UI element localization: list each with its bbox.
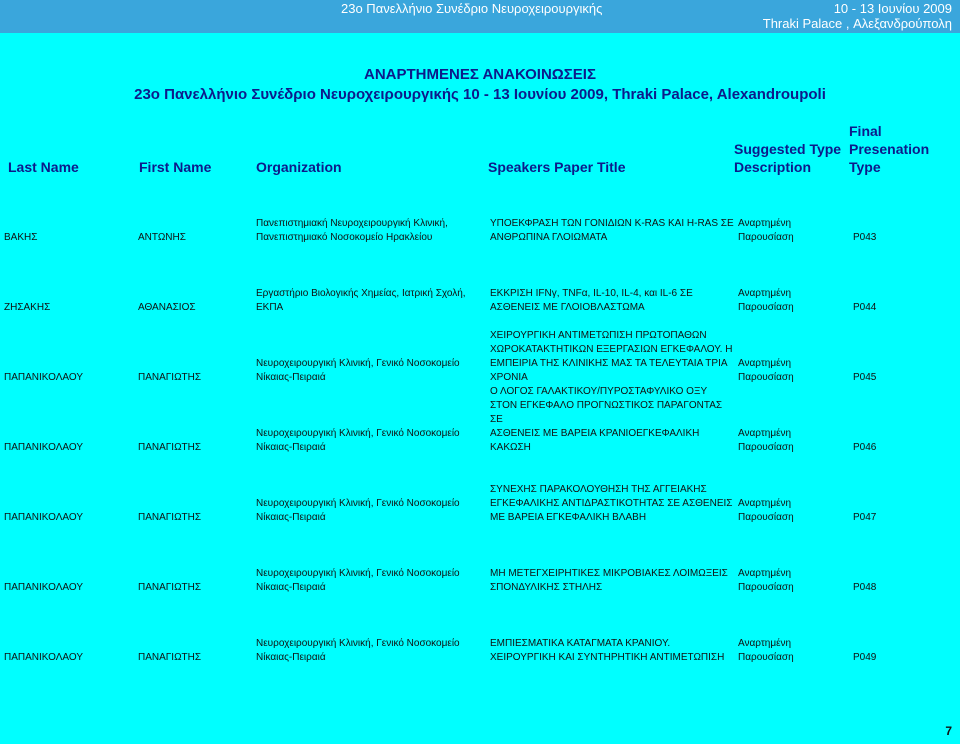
presentation-type-cell [738, 595, 853, 665]
column-header-paper-title: Speakers Paper Title [488, 159, 626, 175]
paper-title-cell-line: ΧΕΙΡΟΥΡΓΙΚΗ ΑΝΤΙΜΕΤΩΠΙΣΗ ΠΡΩΤΟΠΑΘΩΝ [490, 330, 707, 341]
first-name-cell: ΠΑΝΑΓΙΩΤΗΣ [138, 582, 202, 593]
organization-cell [256, 455, 490, 525]
document-subtitle: 23ο Πανελλήνιο Συνέδριο Νευροχειρουργικής 10 - 13 Ιουνίου 2009, Thraki Palace, Alexandroupoli [134, 86, 826, 103]
organization-cell-line: Νευροχειρουργική Κλινική, Γενικό Νοσοκομείο [256, 638, 460, 649]
organization-cell [256, 189, 490, 245]
paper-title-cell-line: ΥΠΟΕΚΦΡΑΣΗ ΤΩΝ ΓΟΝΙΔΙΩΝ K-RAS KAI H-RAS ΣΕ [490, 218, 734, 229]
presentation-type-cell [738, 245, 853, 315]
first-name-cell: ΠΑΝΑΓΙΩΤΗΣ [138, 372, 202, 383]
presentation-type-cell-line: Αναρτημένη [738, 358, 792, 369]
organization-cell-line: Νίκαιας-Πειραιά [256, 372, 326, 383]
presentation-type-cell-line: Αναρτημένη [738, 568, 792, 579]
organization-cell [256, 595, 490, 665]
conference-name: 23ο Πανελλήνιο Συνέδριο Νευροχειρουργικής [341, 1, 603, 16]
paper-title-cell-line: ΧΕΙΡΟΥΡΓΙΚΗ ΚΑΙ ΣΥΝΤΗΡΗΤΙΚΗ ΑΝΤΙΜΕΤΩΠΙΣΗ [490, 652, 725, 663]
organization-cell-line: Νευροχειρουργική Κλινική, Γενικό Νοσοκομείο [256, 358, 460, 369]
paper-title-cell-line: ΣΠΟΝΔΥΛΙΚΗΣ ΣΤΗΛΗΣ [490, 582, 603, 593]
presentation-type-cell-line: Παρουσίαση [738, 232, 794, 243]
paper-title-cell-line: ΜΕ ΒΑΡΕΙΑ ΕΓΚΕΦΑΛΙΚΗ ΒΛΑΒΗ [490, 512, 647, 523]
presentation-type-cell [738, 189, 853, 245]
table-row [4, 455, 957, 525]
paper-title-cell-line: ΑΣΘΕΝΕΙΣ ΜΕ ΒΑΡΕΙΑ ΚΡΑΝΙΟΕΓΚΕΦΑΛΙΚΗ [490, 428, 700, 439]
paper-title-cell-line: ΕΜΠΙΕΣΜΑΤΙΚΑ ΚΑΤΑΓΜΑΤΑ ΚΡΑΝΙΟΥ. [490, 638, 671, 649]
organization-cell-line: Πανεπιστημιακό Νοσοκομείο Ηρακλείου [256, 232, 433, 243]
presentation-type-cell-line: Παρουσίαση [738, 372, 794, 383]
conference-dates: 10 - 13 Ιουνίου 2009 [833, 1, 952, 16]
last-name-cell: ΠΑΠΑΝΙΚΟΛΑΟΥ [4, 512, 84, 523]
presentation-type-cell-line: Παρουσίαση [738, 512, 794, 523]
table-row [4, 525, 957, 595]
organization-cell-line: Νίκαιας-Πειραιά [256, 582, 326, 593]
paper-title-cell-line: ΑΝΘΡΩΠΙΝΑ ΓΛΟΙΩΜΑΤΑ [490, 232, 608, 243]
paper-title-cell-line: ΚΑΚΩΣΗ [490, 442, 531, 453]
organization-cell-line: Νίκαιας-Πειραιά [256, 442, 326, 453]
poster-code-cell: P043 [853, 232, 877, 243]
last-name-cell: ΖΗΣΑΚΗΣ [4, 302, 51, 313]
paper-title-cell-line: ΣΥΝΕΧΗΣ ΠΑΡΑΚΟΛΟΥΘΗΣΗ ΤΗΣ ΑΓΓΕΙΑΚΗΣ [490, 484, 707, 495]
poster-code-cell: P049 [853, 652, 877, 663]
presentation-type-cell [738, 525, 853, 595]
organization-cell [256, 525, 490, 595]
organization-cell-line: Νευροχειρουργική Κλινική, Γενικό Νοσοκομείο [256, 568, 460, 579]
first-name-cell: ΠΑΝΑΓΙΩΤΗΣ [138, 512, 202, 523]
last-name-cell: ΠΑΠΑΝΙΚΟΛΑΟΥ [4, 372, 84, 383]
table-row [4, 595, 957, 665]
paper-title-cell [490, 525, 738, 595]
organization-cell-line: Νευροχειρουργική Κλινική, Γενικό Νοσοκομείο [256, 498, 460, 509]
presentation-type-cell-line: Αναρτημένη [738, 498, 792, 509]
poster-code-cell: P044 [853, 302, 877, 313]
column-header-organization: Organization [256, 159, 342, 175]
presentation-type-cell-line: Αναρτημένη [738, 428, 792, 439]
presentation-type-cell-line: Αναρτημένη [738, 638, 792, 649]
organization-cell [256, 315, 490, 385]
first-name-cell: ΠΑΝΑΓΙΩΤΗΣ [138, 442, 202, 453]
presentation-type-cell [738, 385, 853, 455]
column-header-last-name: Last Name [8, 159, 79, 175]
paper-title-cell-line: ΣΤΟΝ ΕΓΚΕΦΑΛΟ ΠΡΟΓΝΩΣΤΙΚΟΣ ΠΑΡΑΓΟΝΤΑΣ ΣΕ [490, 400, 723, 425]
last-name-cell: ΠΑΠΑΝΙΚΟΛΑΟΥ [4, 582, 84, 593]
paper-title-cell-line: ΑΣΘΕΝΕΙΣ ΜΕ ΓΛΟΙΟΒΛΑΣΤΩΜΑ [490, 302, 645, 313]
last-name-cell: ΒΑΚΗΣ [4, 232, 38, 243]
poster-code-cell: P045 [853, 372, 877, 383]
organization-cell-line: Εργαστήριο Βιολογικής Χημείας, Ιατρική Σχολή, [256, 288, 466, 299]
first-name-cell: ΠΑΝΑΓΙΩΤΗΣ [138, 652, 202, 663]
organization-cell-line: ΕΚΠΑ [256, 302, 284, 313]
presentation-type-cell-line: Παρουσίαση [738, 302, 794, 313]
top-header-bar [0, 0, 960, 33]
table-row [4, 189, 957, 245]
presentation-type-cell [738, 315, 853, 385]
column-header-final-type: Final Presenation Type [849, 123, 930, 175]
paper-title-cell [490, 245, 738, 315]
table-row [4, 315, 957, 385]
paper-title-cell [490, 455, 738, 525]
poster-code-cell: P047 [853, 512, 877, 523]
paper-title-cell-line: Ο ΛΟΓΟΣ ΓΑΛΑΚΤΙΚΟΥ/ΠΥΡΟΣΤΑΦΥΛΙΚΟ ΟΞΥ [490, 386, 708, 397]
posters-table [4, 189, 957, 665]
last-name-cell: ΠΑΠΑΝΙΚΟΛΑΟΥ [4, 652, 84, 663]
organization-cell-line: Νίκαιας-Πειραιά [256, 652, 326, 663]
column-header-first-name: First Name [139, 159, 212, 175]
presentation-type-cell-line: Παρουσίαση [738, 652, 794, 663]
conference-venue: Thraki Palace , Αλεξανδρούπολη [762, 16, 952, 31]
last-name-cell: ΠΑΠΑΝΙΚΟΛΑΟΥ [4, 442, 84, 453]
poster-code-cell: P046 [853, 442, 877, 453]
first-name-cell: ΑΘΑΝΑΣΙΟΣ [138, 302, 196, 313]
presentation-type-cell [738, 455, 853, 525]
paper-title-cell-line: ΕΜΠΕΙΡΙΑ ΤΗΣ ΚΛΙΝΙΚΗΣ ΜΑΣ ΤΑ ΤΕΛΕΥΤΑΙΑ ΤΡΙΑ [490, 358, 728, 369]
paper-title-cell [490, 315, 738, 385]
presentation-type-cell-line: Παρουσίαση [738, 582, 794, 593]
paper-title-cell-line: ΕΓΚΕΦΑΛΙΚΗΣ ΑΝΤΙΔΡΑΣΤΙΚΟΤΗΤΑΣ ΣΕ ΑΣΘΕΝΕΙΣ [490, 498, 733, 509]
presentation-type-cell-line: Παρουσίαση [738, 442, 794, 453]
paper-title-cell-line: ΜΗ ΜΕΤΕΓΧΕΙΡΗΤΙΚΕΣ ΜΙΚΡΟΒΙΑΚΕΣ ΛΟΙΜΩΞΕΙΣ [490, 568, 728, 579]
paper-title-cell [490, 189, 738, 245]
first-name-cell: ΑΝΤΩΝΗΣ [138, 232, 186, 243]
poster-code-cell: P048 [853, 582, 877, 593]
presentation-type-cell-line: Αναρτημένη [738, 218, 792, 229]
presentation-type-cell-line: Αναρτημένη [738, 288, 792, 299]
table-row [4, 385, 957, 455]
page-number: 7 [945, 724, 952, 738]
column-header-suggested-type: Suggested Type Description [734, 141, 842, 175]
paper-title-cell-line: ΕΚΚΡΙΣΗ IFNγ, TNFα, IL-10, IL-4, και IL-6 ΣΕ [490, 288, 693, 299]
document-title: ΑΝΑΡΤΗΜΕΝΕΣ ΑΝΑΚΟΙΝΩΣΕΙΣ [364, 66, 596, 83]
organization-cell-line: Νίκαιας-Πειραιά [256, 512, 326, 523]
table-row [4, 245, 957, 315]
paper-title-cell-line: ΧΡΟΝΙΑ [490, 372, 528, 383]
paper-title-cell [490, 595, 738, 665]
paper-title-cell [490, 385, 738, 455]
organization-cell-line: Νευροχειρουργική Κλινική, Γενικό Νοσοκομείο [256, 428, 460, 439]
organization-cell [256, 385, 490, 455]
paper-title-cell-line: ΧΩΡΟΚΑΤΑΚΤΗΤΙΚΩΝ ΕΞΕΡΓΑΣΙΩΝ ΕΓΚΕΦΑΛΟΥ. Η [490, 344, 733, 355]
organization-cell-line: Πανεπιστημιακή Νευροχειρουργική Κλινική, [256, 218, 448, 229]
organization-cell [256, 245, 490, 315]
